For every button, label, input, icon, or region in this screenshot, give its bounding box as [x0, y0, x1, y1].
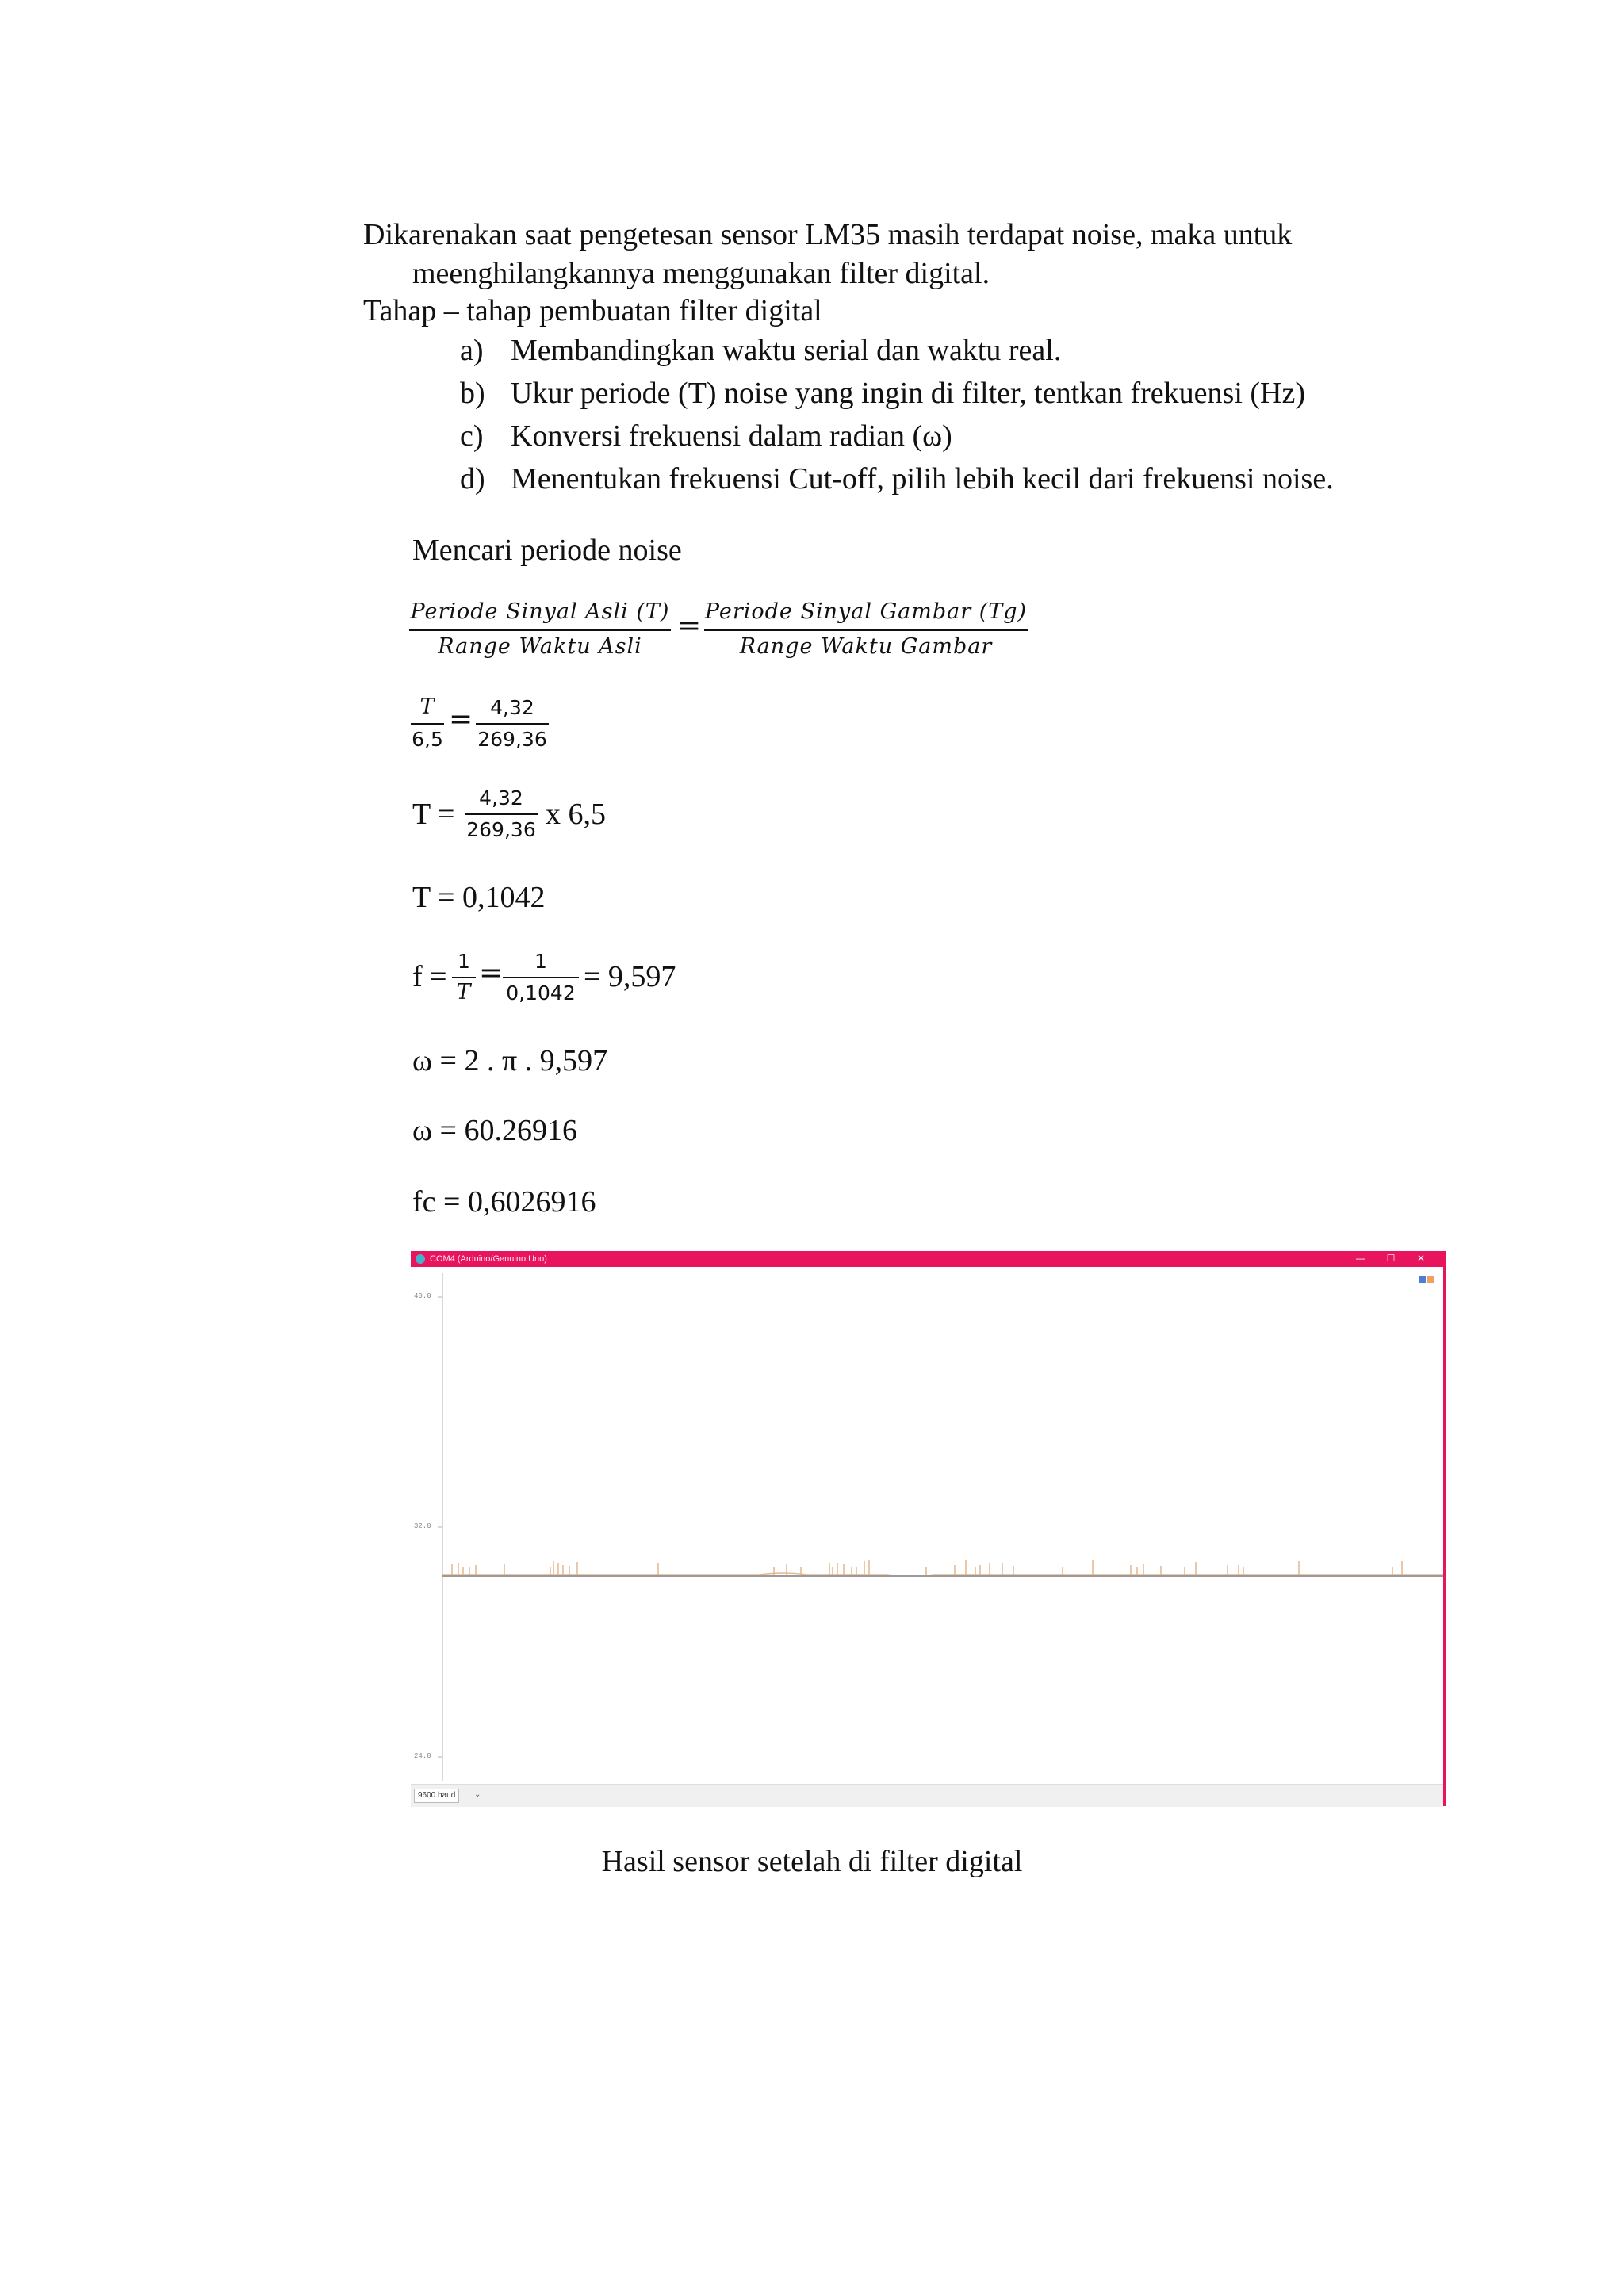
list-marker: d)	[460, 462, 485, 496]
fraction-denominator: 6,5	[412, 728, 443, 751]
omega-result: ω = 60.26916	[412, 1114, 577, 1147]
window-title: COM4 (Arduino/Genuino Uno)	[430, 1254, 547, 1264]
fraction-denominator: 0,1042	[506, 982, 576, 1004]
frequency-result: = 9,597	[584, 960, 676, 993]
omega-formula: ω = 2 . π . 9,597	[412, 1044, 608, 1077]
equation-lhs: T =	[412, 798, 455, 831]
fraction-t-over-range	[411, 693, 444, 756]
fraction-numerator: T	[419, 695, 435, 719]
minimize-button[interactable]: —	[1356, 1253, 1365, 1264]
fraction-one-over-t	[452, 947, 476, 1010]
signal-series	[442, 1560, 1443, 1576]
plotter-bottom-bar	[411, 1784, 1443, 1807]
window-titlebar	[411, 1251, 1446, 1267]
baud-rate-select[interactable]: 9600 baud	[414, 1789, 459, 1803]
list-marker: c)	[460, 419, 484, 453]
ratio-right-numerator: Periode Sinyal Gambar (Tg)	[704, 599, 1028, 624]
section-title: Mencari periode noise	[412, 534, 682, 567]
fraction-numerator: 4,32	[479, 786, 523, 809]
fraction-bar	[503, 977, 579, 978]
fraction-denominator: 269,36	[477, 728, 547, 751]
fraction	[465, 783, 538, 847]
ratio-left-numerator: Periode Sinyal Asli (T)	[410, 599, 670, 624]
serial-plotter-screenshot	[411, 1251, 1446, 1806]
ratio-left-fraction	[409, 596, 671, 668]
fraction-denominator: T	[456, 980, 472, 1004]
list-marker: b)	[460, 377, 485, 410]
ratio-left-denominator: Range Waktu Asli	[438, 634, 642, 659]
fraction-bar	[409, 629, 671, 631]
fraction-numerator: 1	[458, 950, 470, 973]
ratio-right-fraction	[704, 596, 1028, 668]
ratio-equals: =	[677, 610, 702, 642]
list-text: Membandingkan waktu serial dan waktu real.	[511, 334, 1062, 367]
fraction-numerator: 4,32	[490, 696, 534, 719]
list-marker: a)	[460, 334, 484, 367]
figure-caption: Hasil sensor setelah di filter digital	[601, 1845, 1023, 1878]
intro-line-2: meenghilangkannya menggunakan filter digital.	[412, 257, 990, 290]
y-tick-label: 24.0	[414, 1752, 431, 1760]
result-period: T = 0,1042	[412, 881, 546, 914]
frequency-lhs: f =	[412, 960, 447, 993]
y-tick-label: 40.0	[414, 1292, 431, 1300]
fraction-numerator: 1	[534, 950, 547, 973]
fraction-bar	[476, 723, 549, 725]
chevron-down-icon[interactable]: ⌄	[474, 1790, 481, 1799]
fraction-one-over-period	[503, 947, 579, 1010]
steps-heading: Tahap – tahap pembuatan filter digital	[363, 294, 822, 327]
maximize-button[interactable]: ☐	[1386, 1253, 1396, 1264]
ratio-right-denominator: Range Waktu Gambar	[739, 634, 993, 659]
fraction-tg-over-range	[476, 693, 549, 756]
cutoff-frequency: fc = 0,6026916	[412, 1185, 596, 1219]
fraction-bar	[465, 813, 538, 815]
fraction-bar	[411, 723, 444, 725]
fraction-bar	[452, 977, 476, 978]
list-text: Konversi frekuensi dalam radian (ω)	[511, 419, 952, 453]
close-button[interactable]: ✕	[1416, 1253, 1426, 1264]
list-text: Ukur periode (T) noise yang ingin di filter, tentkan frekuensi (Hz)	[511, 377, 1305, 410]
fraction-bar	[704, 629, 1028, 631]
equals-sign: =	[449, 703, 473, 736]
y-tick-label: 32.0	[414, 1522, 431, 1530]
equals-sign: =	[479, 957, 504, 989]
fraction-denominator: 269,36	[466, 818, 536, 841]
equation-rhs: x 6,5	[546, 798, 606, 831]
list-text: Menentukan frekuensi Cut-off, pilih lebih kecil dari frekuensi noise.	[511, 462, 1334, 496]
intro-line-1: Dikarenakan saat pengetesan sensor LM35 masih terdapat noise, maka untuk	[363, 218, 1293, 251]
plot-area	[411, 1267, 1443, 1784]
arduino-icon	[416, 1254, 425, 1264]
